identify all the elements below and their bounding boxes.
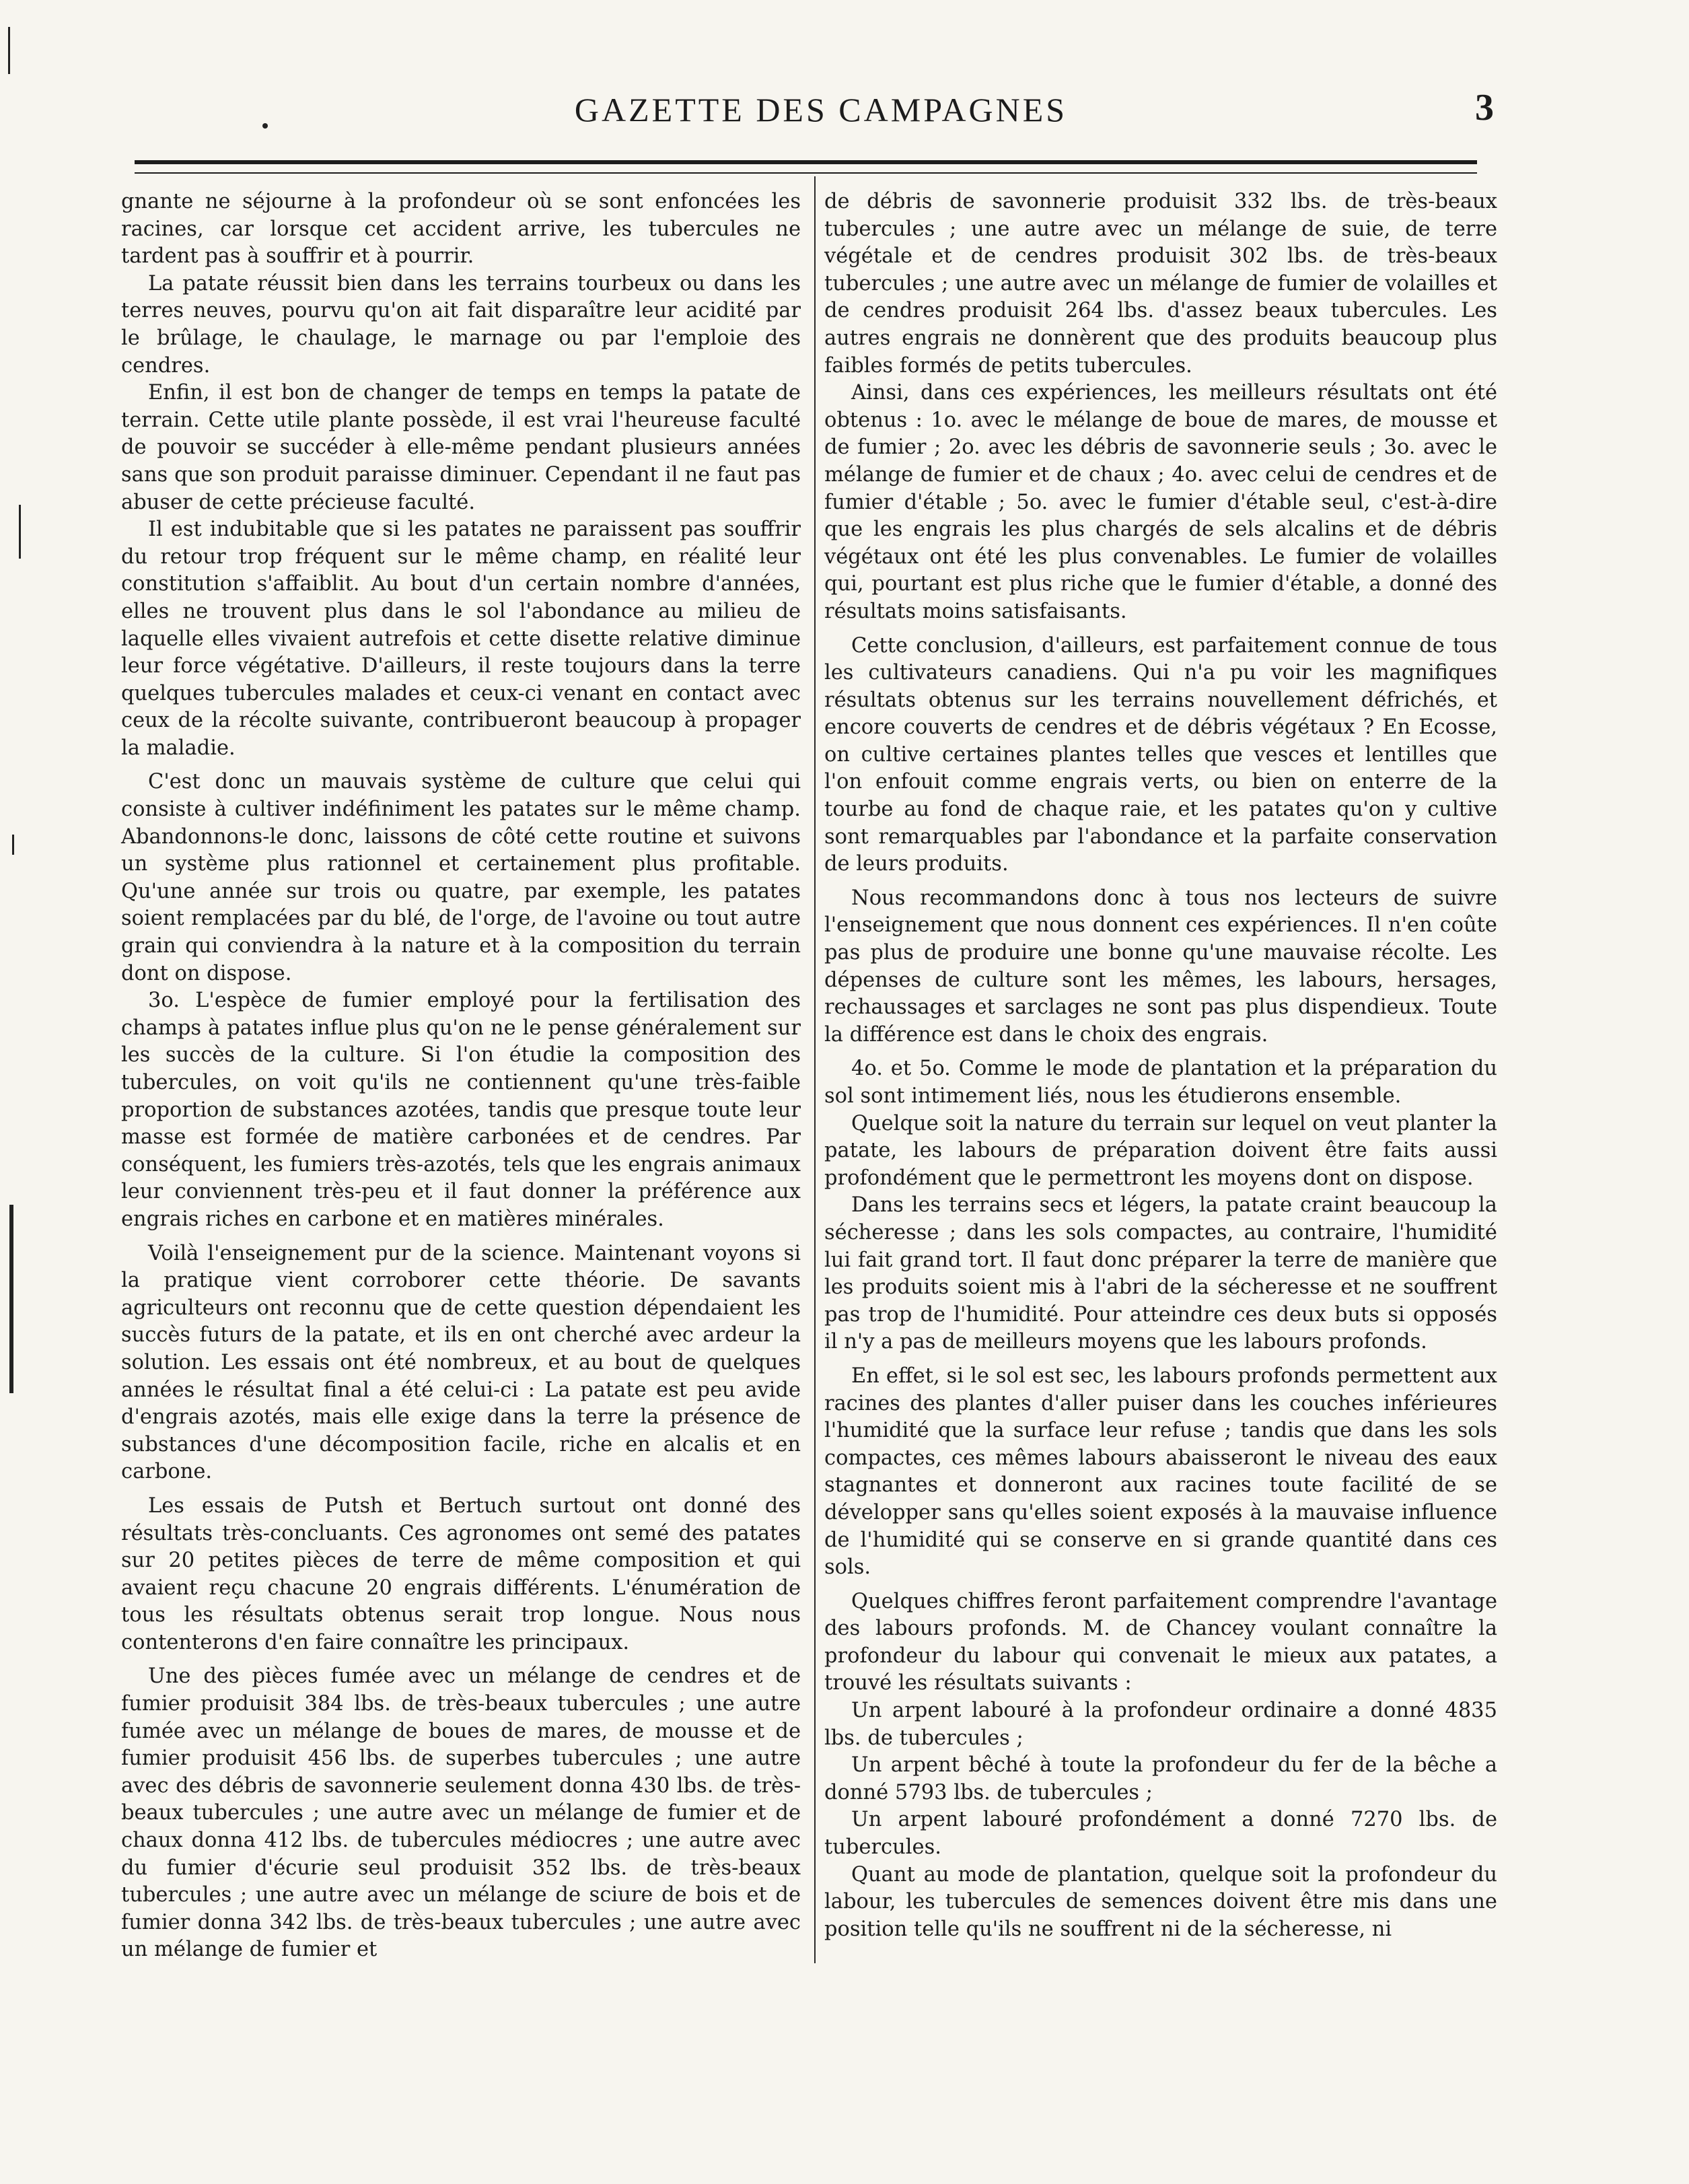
right-paragraph: Cette conclusion, d'ailleurs, est parfaitement connue de tous les cultivateurs canadiens. Qui n'a pu voir les magnifiques résultats obtenus sur les terrains nouvellement défrichés, et encore couverts de cendres et de débris végétaux ? En Ecosse, on cultive certaines plantes telles que vesces et lentilles que l'on enfouit comme engrais verts, ou bien on enterre de la tourbe au fond de chaque raie, et les patates qu'on y cultive sont remarquables par l'abondance et la parfaite conservation de leurs produits. <box>824 633 1497 876</box>
right-paragraph: En effet, si le sol est sec, les labours profonds permettent aux racines des plantes d'aller puiser dans les couches inférieures l'humidité que la surface leur refuse ; tandis que dans les sols compactes, ces mêmes labours abaisseront le niveau des eaux stagnantes et donneront aux racines toute facilité de se développer sans qu'elles soient exposés à la mauvaise influence de l'humidité qui se conserve en si grande quantité dans ces sols. <box>824 1364 1497 1580</box>
left-paragraph: Les essais de Putsh et Bertuch surtout ont donné des résultats très-concluants. Ces agronomes ont semé des patates sur 20 petites pièces de terre de même composition et qui avaient reçu chacune 20 engrais différents. L'énumération de tous les résultats obtenus serait trop longue. Nous nous contenterons d'en faire connaître les principaux. <box>121 1493 801 1654</box>
right-paragraph: Quelques chiffres feront parfaitement comprendre l'avantage des labours profonds. M. de Chancey voulant connaître la profondeur du labour qui convenait le mieux aux patates, a trouvé les résultats suivants : <box>824 1589 1497 1695</box>
right-paragraph: 4o. et 5o. Comme le mode de plantation et la préparation du sol sont intimement liés, nous les étudierons ensemble. <box>824 1057 1497 1108</box>
newspaper-title: GAZETTE DES CAMPAGNES <box>574 91 1068 129</box>
left-column <box>121 188 801 1964</box>
right-paragraph: Quelque soit la nature du terrain sur lequel on veut planter la patate, les labours de préparation doivent être faits aussi profondément que le permettront les moyens dont on dispose. <box>824 1111 1497 1190</box>
right-paragraph: de débris de savonnerie produisit 332 lbs. de très-beaux tubercules ; une autre avec un mélange de suie, de terre végétale et de cendres produisit 302 lbs. de très-beaux tubercules ; une autre avec un mélange de fumier de volailles et de cendres produisit 264 lbs. d'assez beaux tubercules. Les autres engrais ne donnèrent que des produits beaucoup plus faibles formés de petits tubercules. <box>824 190 1497 378</box>
header-rule <box>135 160 1477 174</box>
right-paragraph: Un arpent bêché à toute la profondeur du fer de la bêche a donné 5793 lbs. de tubercules ; <box>824 1753 1497 1804</box>
right-paragraph: Nous recommandons donc à tous nos lecteurs de suivre l'enseignement que nous donnent ces expériences. Il n'en coûte pas plus de produire une bonne qu'une mauvaise récolte. Les dépenses de culture sont les mêmes, les labours, hersages, rechaussages et sarclages ne sont pas plus dispendieux. Toute la différence est dans le choix des engrais. <box>824 886 1497 1047</box>
left-paragraph: Voilà l'enseignement pur de la science. Maintenant voyons si la pratique vient corroborer cette théorie. De savants agriculteurs ont reconnu que de cette question dépendaient les succès futurs de la patate, et ils en ont cherché avec ardeur la solution. Les essais ont été nombreux, et au bout de quelques années le résultat final a été celui-ci : La patate est peu avide d'engrais azotés, mais elle exige dans la terre la présence de substances d'une décomposition facile, riche en alcalis et en carbone. <box>121 1241 801 1484</box>
left-paragraph: Il est indubitable que si les patates ne paraissent pas souffrir du retour trop fréquent sur le même champ, en réalité leur constitution s'affaiblit. Au bout d'un certain nombre d'années, elles ne trouvent plus dans le sol l'abondance au milieu de laquelle elles vivaient autrefois et cette disette relative diminue leur force végétative. D'ailleurs, il reste toujours dans la terre quelques tubercules malades et ceux-ci venant en contact avec ceux de la récolte suivante, contribueront beaucoup à propager la maladie. <box>121 518 801 760</box>
margin-scan-mark <box>9 1205 13 1393</box>
left-paragraph: 3o. L'espèce de fumier employé pour la fertilisation des champs à patates influe plus qu'on ne le pense généralement sur les succès de la culture. Si l'on étudie la composition des tubercules, on voit qu'ils ne contiennent qu'une très-faible proportion de substances azotées, tandis que presque toute leur masse est formée de matière carbonées et de cendres. Par conséquent, les fumiers très-azotés, tels que les engrais animaux leur conviennent très-peu et il faut donner la préférence aux engrais riches en carbone et en matières minérales. <box>121 989 801 1231</box>
left-paragraph: gnante ne séjourne à la profondeur où se sont enfoncées les racines, car lorsque cet accident arrive, les tubercules ne tardent pas à souffrir et à pourrir. <box>121 190 801 269</box>
right-column <box>824 188 1497 1943</box>
right-paragraph: Ainsi, dans ces expériences, les meilleurs résultats ont été obtenus : 1o. avec le mélange de boue de mares, de mousse et de fumier ; 2o. avec les débris de savonnerie seuls ; 3o. avec le mélange de fumier et de chaux ; 4o. avec celui de cendres et de fumier d'étable ; 5o. avec le fumier d'étable seul, c'est-à-dire que les engrais les plus chargés de sels alcalins et de débris végétaux ont été les plus convenables. Le fumier de volailles qui, pourtant est plus riche que le fumier d'étable, a donné des résultats moins satisfaisants. <box>824 381 1497 623</box>
margin-scan-mark <box>8 27 10 74</box>
right-paragraph: Un arpent labouré à la profondeur ordinaire a donné 4835 lbs. de tubercules ; <box>824 1699 1497 1750</box>
left-paragraph: C'est donc un mauvais système de culture que celui qui consiste à cultiver indéfiniment les patates sur le même champ. Abandonnons-le donc, laissons de côté cette routine et suivons un système plus rationnel et certainement plus profitable. Qu'une année sur trois ou quatre, par exemple, les patates soient remplacées par du blé, de l'orge, de l'avoine ou tout autre grain qui conviendra à la nature et à la composition du terrain dont on dispose. <box>121 770 801 985</box>
margin-scan-mark <box>12 835 14 855</box>
left-paragraph: La patate réussit bien dans les terrains tourbeux ou dans les terres neuves, pourvu qu'on ait fait disparaître leur acidité par le brûlage, le chaulage, le marnage ou par l'emploie des cendres. <box>121 271 801 378</box>
left-paragraph: Enfin, il est bon de changer de temps en temps la patate de terrain. Cette utile plante possède, il est vrai l'heureuse faculté de pouvoir se succéder à elle-même pendant plusieurs années sans que son produit paraisse diminuer. Cependant il ne faut pas abuser de cette précieuse faculté. <box>121 381 801 514</box>
left-paragraph: Une des pièces fumée avec un mélange de cendres et de fumier produisit 384 lbs. de très-beaux tubercules ; une autre fumée avec un mélange de boues de mares, de mousse et de fumier produisit 456 lbs. de superbes tubercules ; une autre avec des débris de savonnerie seulement donna 430 lbs. de très-beaux tubercules ; une autre avec un mélange de fumier et de chaux donna 412 lbs. de tubercules médiocres ; une autre avec du fumier d'écurie seul produisit 352 lbs. de très-beaux tubercules ; une autre avec un mélange de sciure de bois et de fumier donna 342 lbs. de très-beaux tubercules ; une autre avec un mélange de fumier et <box>121 1664 801 1962</box>
column-divider <box>814 176 816 1963</box>
right-paragraph: Un arpent labouré profondément a donné 7270 lbs. de tubercules. <box>824 1808 1497 1860</box>
margin-scan-mark <box>262 123 268 129</box>
page-header <box>135 86 1507 147</box>
page-number: 3 <box>1475 87 1494 129</box>
margin-scan-mark <box>19 505 21 559</box>
right-paragraph: Quant au mode de plantation, quelque soit la profondeur du labour, les tubercules de semences doivent être mis dans une position telle qu'ils ne souffrent ni de la sécheresse, ni <box>824 1862 1497 1941</box>
right-paragraph: Dans les terrains secs et légers, la patate craint beaucoup la sécheresse ; dans les sols compactes, au contraire, l'humidité lui fait grand tort. Il faut donc préparer la terre de manière que les produits soient mis à l'abri de la sécheresse et ne souffrent pas trop de l'humidité. Pour atteindre ces deux buts si opposés il n'y a pas de meilleurs moyens que les labours profonds. <box>824 1193 1497 1354</box>
